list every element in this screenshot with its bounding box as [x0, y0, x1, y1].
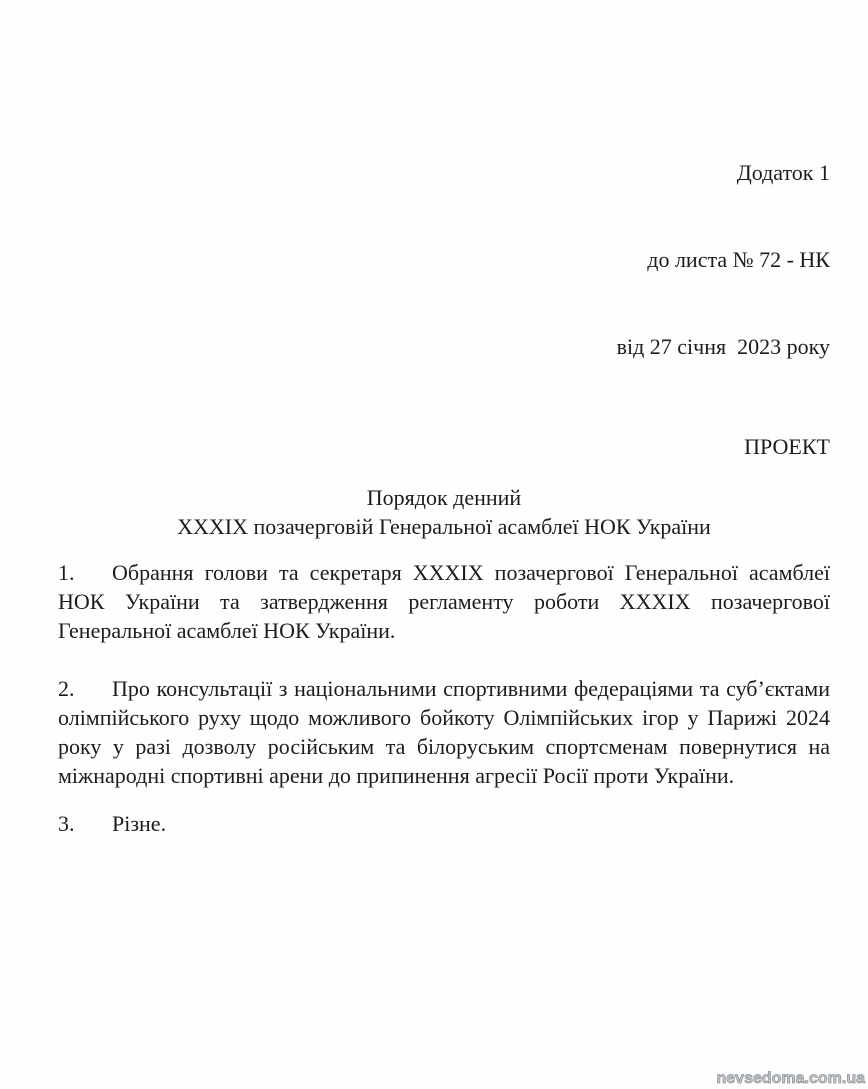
agenda-item-2 — [58, 674, 830, 790]
agenda-item-2-number: 2. — [58, 676, 75, 701]
document-title — [58, 483, 830, 541]
agenda-item-1-text: Обрання голови та секретаря XXXIX позачергової Генеральної асамблеї НОК України та затвердження регламенту роботи XXXIX позачергової Генеральної асамблеї НОК України. — [58, 560, 830, 643]
header-line-annex: Додаток 1 — [736, 160, 830, 185]
header-line-date: від 27 січня 2023 року — [616, 334, 830, 359]
agenda-item-3-number: 3. — [58, 811, 75, 836]
agenda-item-1-number: 1. — [58, 560, 75, 585]
agenda-item-2-text: Про консультації з національними спортивними федераціями та суб’єктами олімпійського руху щодо можливого бойкоту Олімпійських ігор у Парижі 2024 року у разі дозволу російським та білоруським спортсменам повернутися на міжнародні спортивні арени до припинення агресії Росії проти України. — [58, 676, 830, 788]
agenda-item-3-text: Різне. — [112, 811, 167, 836]
agenda-item-1 — [58, 558, 830, 645]
watermark: nevsedoma.com.ua — [716, 1070, 865, 1087]
agenda-item-3 — [58, 809, 830, 838]
draft-label: ПРОЕКТ — [744, 434, 830, 459]
header-line-letter-ref: до листа № 72 - НК — [647, 247, 830, 272]
document-header — [58, 100, 830, 419]
title-line-sub: XXXIX позачерговій Генеральної асамблеї НОК України — [177, 514, 711, 539]
title-line-main: Порядок денний — [366, 485, 522, 510]
